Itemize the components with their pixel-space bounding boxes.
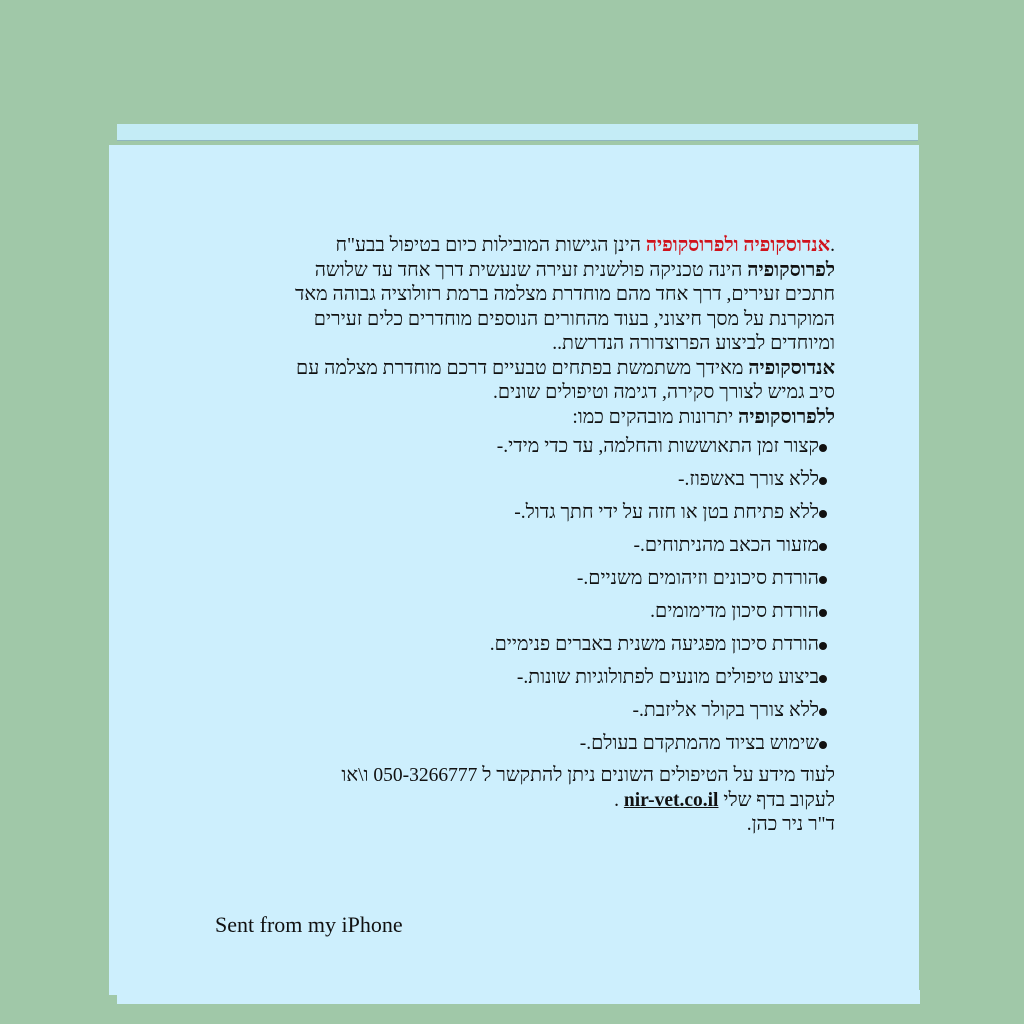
intro-lead-prefix: .	[830, 235, 835, 256]
laparoscopy-line-3: המוקרנת על מסך חיצוני, בעוד מהחורים הנוספים מוחדרים כלים זעירים	[313, 308, 835, 330]
bullet-icon	[819, 444, 827, 452]
list-item: ללא צורך בקולר אליזבת.-	[215, 694, 835, 727]
intro-highlight: אנדוסקופיה ולפרוסקופיה	[645, 235, 831, 256]
advantages-list	[215, 430, 835, 760]
bullet-icon	[819, 675, 827, 683]
signature: ד"ר ניר כהן.	[746, 814, 835, 835]
intro-paragraph	[215, 234, 835, 259]
advantages-heading	[215, 406, 835, 431]
list-item: ללא צורך באשפוז.-	[215, 463, 835, 496]
laparoscopy-line-4: ומיוחדים לביצוע הפרוצדורה הנדרשת..	[552, 333, 835, 354]
list-item: הורדת סיכונים וזיהומים משניים.-	[215, 562, 835, 595]
intro-lead-rest: הינן הגישות המובילות כיום בטיפול בבע"ח	[335, 235, 646, 256]
message-body	[215, 234, 835, 838]
laparoscopy-line-2: חתכים זעירים, דרך אחד מהם מוחדרת מצלמה ברמת רזולוציה גבוהה מאד	[294, 284, 835, 305]
contact-line-2-prefix: לעקוב בדף שלי	[718, 789, 835, 811]
endoscopy-paragraph	[215, 357, 835, 406]
website-link[interactable]: nir-vet.co.il	[623, 789, 719, 811]
laparoscopy-term: לפרוסקופיה	[747, 259, 835, 281]
bullet-icon	[819, 477, 827, 485]
bullet-icon	[819, 543, 827, 551]
endoscopy-line-1: מאידך משתמשת בפתחים טבעיים דרכם מוחדרת מצלמה עם	[296, 357, 749, 379]
bullet-icon	[819, 576, 827, 584]
bullet-icon	[819, 708, 827, 716]
advantages-rest: יתרונות מובהקים כמו:	[572, 406, 739, 428]
message-card-bottom	[117, 990, 920, 1004]
bullet-icon	[819, 609, 827, 617]
list-item: ביצוע טיפולים מונעים לפתולוגיות שונות.-	[215, 661, 835, 694]
list-item: קצור זמן התאוששות והחלמה, עד כדי מידי.-	[215, 430, 835, 463]
endoscopy-line-2: סיב גמיש לצורך סקירה, דגימה וטיפולים שונים.	[492, 382, 835, 403]
list-item: הורדת סיכון מפגיעה משנית באברים פנימיים.	[215, 628, 835, 661]
bullet-icon	[819, 642, 827, 650]
laparoscopy-paragraph	[215, 259, 835, 357]
sent-from-footer: Sent from my iPhone	[215, 912, 403, 937]
endoscopy-term: אנדוסקופיה	[748, 357, 835, 379]
list-item: ללא פתיחת בטן או חזה על ידי חתך גדול.-	[215, 496, 835, 529]
message-header-bar	[117, 124, 918, 141]
bullet-icon	[819, 510, 827, 518]
list-item: הורדת סיכון מדימומים.	[215, 595, 835, 628]
list-item: מזעור הכאב מהניתוחים.-	[215, 529, 835, 562]
advantages-term: ללפרוסקופיה	[738, 406, 835, 428]
laparoscopy-line-1: הינה טכניקה פולשנית זעירה שנעשית דרך אחד עד שלושה	[314, 259, 748, 281]
contact-paragraph	[215, 764, 835, 838]
list-item: שימוש בציוד מהמתקדם בעולם.-	[215, 727, 835, 760]
contact-line-1: לעוד מידע על הטיפולים השונים ניתן להתקשר ל 050-3266777 ו\או	[341, 765, 835, 786]
bullet-icon	[819, 741, 827, 749]
contact-line-2-suffix: .	[614, 789, 624, 811]
